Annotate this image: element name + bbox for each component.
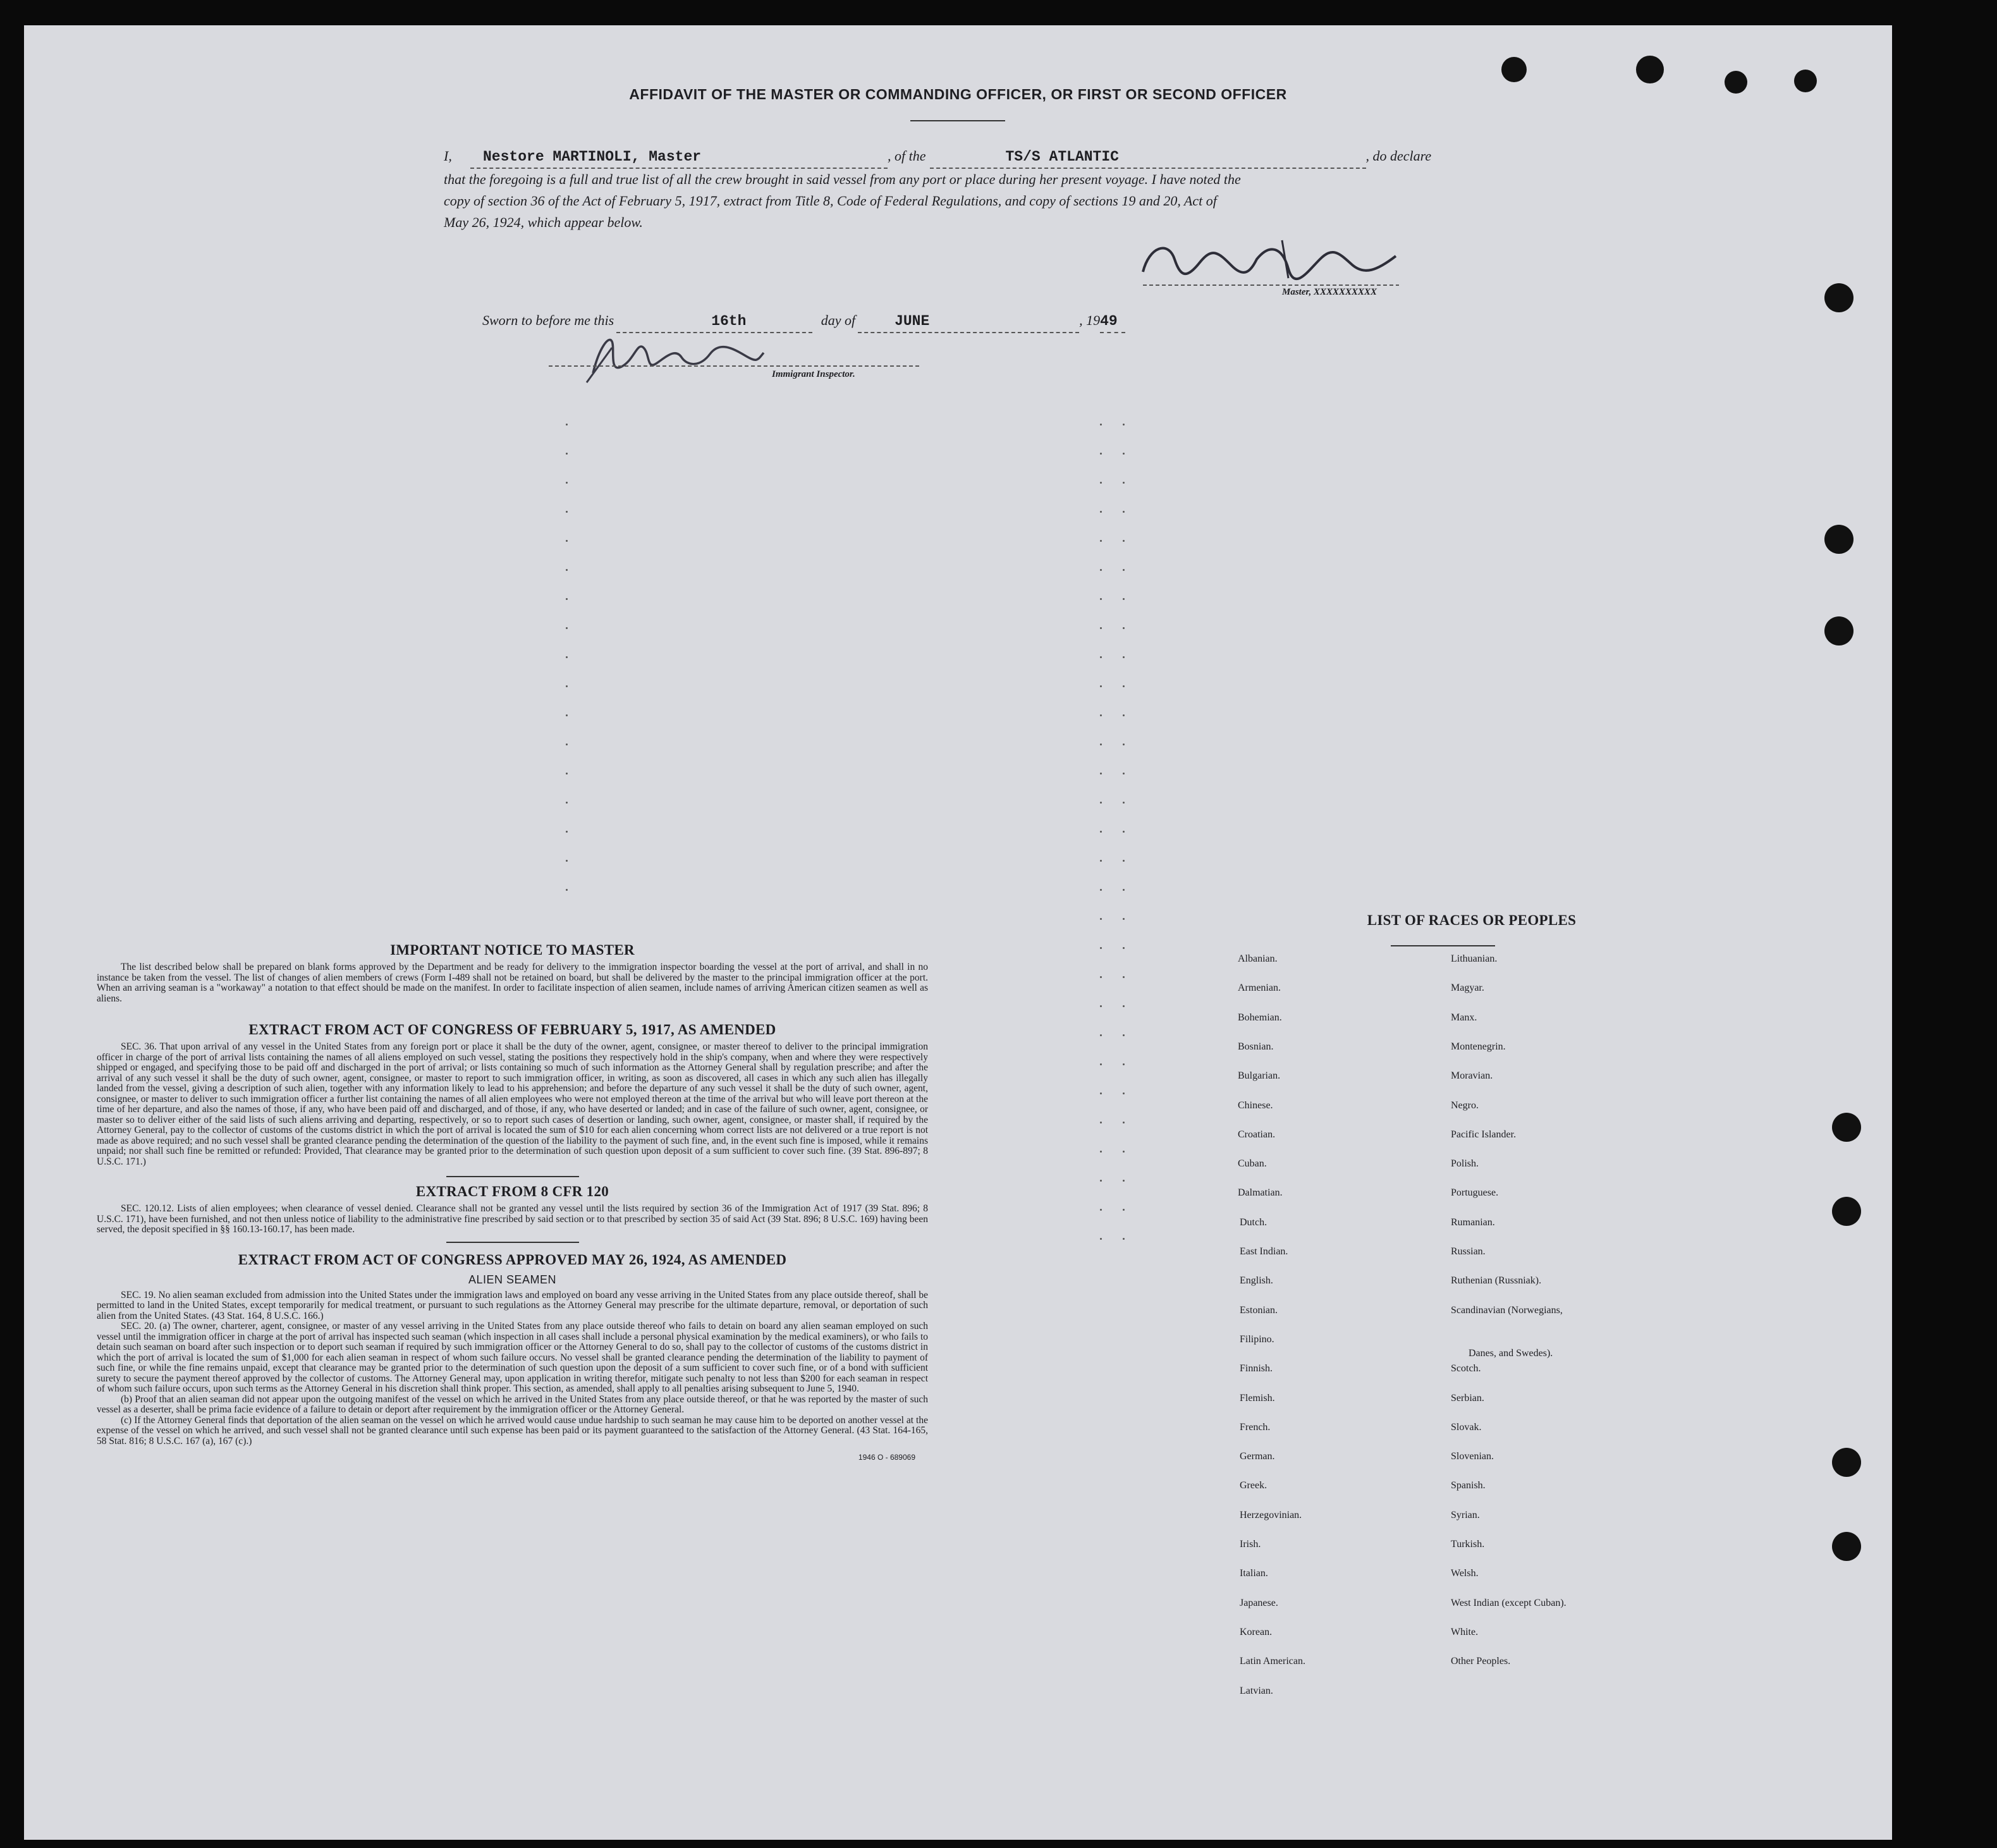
race-item: West Indian (except Cuban).: [1451, 1597, 1566, 1608]
column-dot: [566, 424, 568, 425]
column-dot: [1100, 1209, 1102, 1211]
punch-hole: [1501, 57, 1527, 82]
race-item: Filipino.: [1240, 1333, 1274, 1345]
race-item: Korean.: [1240, 1626, 1273, 1637]
race-item: Dalmatian.: [1238, 1187, 1283, 1199]
race-item: Rumanian.: [1451, 1216, 1495, 1228]
race-item: Other Peoples.: [1451, 1656, 1511, 1667]
race-item: Scandinavian (Norwegians,: [1451, 1304, 1563, 1316]
column-dot: [1100, 685, 1102, 687]
column-dot: [1100, 947, 1102, 949]
column-dot: [1100, 918, 1102, 920]
declaration-line-2: copy of section 36 of the Act of February 5, 1917, extract from Title 8, Code of Federal Regulations, and copy of sections 19 and 20, Act of: [444, 193, 1217, 209]
section-divider: [446, 1176, 579, 1177]
column-dot: [1123, 1209, 1125, 1211]
column-dot: [566, 656, 568, 658]
column-dot: [1123, 482, 1125, 484]
column-dot: [1100, 1092, 1102, 1094]
race-item: Herzegovinian.: [1240, 1509, 1302, 1521]
column-dot: [1123, 1238, 1125, 1240]
column-dot: [566, 569, 568, 571]
declaration-block: [444, 145, 1506, 233]
column-dot: [1123, 453, 1125, 455]
column-dot: [1123, 656, 1125, 658]
column-dot: [1123, 569, 1125, 571]
column-dot: [1100, 743, 1102, 745]
declaration-line-3: May 26, 1924, which appear below.: [444, 214, 643, 230]
race-item: Portuguese.: [1451, 1187, 1499, 1199]
inspector-caption: Immigrant Inspector.: [772, 369, 855, 379]
race-item: Albanian.: [1238, 953, 1278, 964]
column-dot: [1123, 918, 1125, 920]
race-item: Bulgarian.: [1238, 1070, 1281, 1082]
column-dot: [566, 889, 568, 891]
race-item: Greek.: [1240, 1480, 1267, 1491]
vessel-name: TS/S ATLANTIC: [930, 146, 1366, 169]
punch-hole: [1824, 283, 1853, 312]
race-item: Armenian.: [1238, 982, 1281, 994]
column-dot: [1100, 1063, 1102, 1065]
punch-hole: [1832, 1113, 1861, 1142]
race-item: Irish.: [1240, 1539, 1261, 1550]
do-declare-label: , do declare: [1365, 148, 1432, 164]
race-item: Syrian.: [1451, 1509, 1480, 1521]
column-dot: [1123, 773, 1125, 774]
column-dot: [1100, 831, 1102, 833]
title-divider: [910, 120, 1005, 121]
column-dot: [1123, 1063, 1125, 1065]
punch-hole: [1832, 1532, 1861, 1561]
column-dot: [1100, 976, 1102, 978]
column-dot: [1100, 540, 1102, 542]
extract-1917-text: SEC. 36. That upon arrival of any vessel in the United States from any foreign port or place it shall be the duty of the owner, agent, consignee, or master thereof to deliver to the principal immigration officer in charge of the port of arrival lists containing the names of all aliens employed on such vessel, stating the positions they respectively hold in the ship's company, when and where they were respectively shipped or engaged, and specifying those to be paid off and discharged in the port of arrival; or lists containing so much of such information as the Attorney General shall by regulation prescribe; and after the arrival of any such vessel it shall be the duty of such owner, agent, consignee, or master to report to such immigration officer, in writing, as soon as discovered, all cases in which any such alien has illegally landed from the vessel, giving a description of such alien, together with any information likely to lead to his apprehension; and before the departure of any such vessel it shall be the duty of such owner, agent, consignee, or master to deliver to such immigration officer a further list containing the names of all alien employees who were not employed thereon at the time of the arrival but who will leave port thereon at the time of her departure, and also the names of those, if any, who have been paid off and discharged, and of those, if any, who have deserted or landed; and in case of the failure of such owner, agent, consignee, or master so to deliver either of the said lists of such aliens arriving and departing, respectively, or so to report such cases of desertion or landing, such owner, agent, consignee, or master shall, if required by the Attorney General, pay to the collector of customs of the customs district in which the port of arrival is located the sum of $10 for each alien concerning whom correct lists are not delivered or a true report is not made as above required; and no such vessel shall be granted clearance pending the determination of the question of the liability to the payment of such fine, and, in the event such fine is imposed, while it remains unpaid; nor shall such fine be remitted or refunded: Provided, That clearance may be granted prior to the determination of such question upon deposit of a sum sufficient to cover such fine. (39 Stat. 896-897; 8 U.S.C. 171.): [97, 1041, 928, 1167]
day-of-label: day of: [821, 312, 856, 328]
column-dot: [1123, 424, 1125, 425]
column-dot: [1123, 860, 1125, 862]
column-dot: [1100, 860, 1102, 862]
inspector-signature-line: [549, 365, 922, 367]
sec-20c-text: (c) If the Attorney General finds that deportation of the alien seaman on the vessel on which he arrived would cause undue hardship to such seaman he may cause him to be deported on another vessel at the expense of the vessel on which he arrived, and such vessel shall not be granted clearance until such expense has been paid or its payment guaranteed to the satisfaction of the Attorney General. (43 Stat. 164-165, 58 Stat. 816; 8 U.S.C. 167 (a), 167 (c).): [97, 1414, 928, 1447]
column-dot: [1100, 773, 1102, 774]
section-divider: [446, 1242, 579, 1243]
column-dot: [1100, 1238, 1102, 1240]
column-dot: [1123, 714, 1125, 716]
column-dot: [1123, 1005, 1125, 1007]
year-prefix: , 19: [1079, 312, 1101, 328]
race-item: Latin American.: [1240, 1656, 1305, 1667]
column-dot: [1123, 598, 1125, 600]
column-dot: [566, 743, 568, 745]
race-item: German.: [1240, 1451, 1275, 1462]
race-item: Latvian.: [1240, 1685, 1273, 1696]
race-item: Danes, and Swedes).: [1469, 1347, 1553, 1359]
column-dot: [1123, 1122, 1125, 1123]
extract-cfr-text: SEC. 120.12. Lists of alien employees; when clearance of vessel denied. Clearance shall not be granted any vessel until the lists required by section 36 of the Immigration Act of 1917 (39 Stat. 896; 8 U.S.C. 171), have been furnished, and not then unless notice of liability to the administrative fine prescribed by said section or to that prescribed by section 35 of said Act (39 Stat. 896; 8 U.S.C. 169) having been served, the deposit specified in §§ 160.13-160.17, has been made.: [97, 1203, 928, 1235]
race-item: Slovenian.: [1451, 1451, 1494, 1462]
column-dot: [1100, 1122, 1102, 1123]
race-item: Japanese.: [1240, 1597, 1278, 1608]
sworn-day: 16th: [616, 310, 812, 333]
notice-section: [97, 942, 928, 1462]
print-code: 1946 O - 689069: [858, 1453, 915, 1462]
master-signature: [1130, 234, 1408, 291]
column-dot: [1123, 627, 1125, 629]
race-item: French.: [1240, 1421, 1271, 1433]
column-dot: [1123, 947, 1125, 949]
punch-hole: [1636, 56, 1664, 83]
column-dot: [1123, 1034, 1125, 1036]
column-dot: [1123, 685, 1125, 687]
sec-20a-text: SEC. 20. (a) The owner, charterer, agent, consignee, or master of any vessel arriving in the United States from any place outside thereof who fails to detain on board any alien seaman employed on such vessel until the immigration officer in charge at the port of arrival has inspected such seaman (which inspection in all cases shall include a personal physical examination by the medical examiners), or who fails to detain such seaman on board after such inspection or to deport such seaman if required by such immigration officer or the Attorney General to do so, shall pay to the collector of customs of the customs district in which the port of arrival is located the sum of $1,000 for each alien seaman in respect of whom such failure occurs. No vessel shall be granted clearance pending the determination of the liability to payment of such fine, or while the fine remains unpaid, except that clearance may be granted prior to the determination of such question upon the deposit of a sum sufficient to cover such fine, or of a bond with sufficient surety to secure the payment thereof approved by the collector of customs. The Attorney General may, upon application in writing therefor, mitigate such penalty to not less than $200 for each seaman in respect of whom such failure occurs, upon such terms as the Attorney General in his discretion shall think proper. This section, as amended, shall apply to all penalties arising subsequent to June 5, 1940.: [97, 1321, 928, 1394]
race-item: Italian.: [1240, 1568, 1268, 1579]
punch-hole: [1832, 1448, 1861, 1477]
race-item: East Indian.: [1240, 1246, 1288, 1257]
master-caption: Master, XXXXXXXXXX: [1282, 287, 1377, 297]
document-page: [24, 25, 1892, 1840]
column-dot: [1123, 1180, 1125, 1182]
column-dot: [566, 540, 568, 542]
column-dot: [1100, 453, 1102, 455]
column-dot: [1123, 540, 1125, 542]
column-dot: [566, 627, 568, 629]
column-dot: [1100, 1151, 1102, 1153]
column-dot: [1100, 1034, 1102, 1036]
race-item: Dutch.: [1240, 1216, 1267, 1228]
column-dot: [1123, 1092, 1125, 1094]
race-item: Cuban.: [1238, 1158, 1267, 1170]
declaration-line-1: that the foregoing is a full and true list of all the crew brought in said vessel from any port or place during her present voyage. I have noted the: [444, 171, 1241, 187]
column-dot: [566, 860, 568, 862]
race-item: Pacific Islander.: [1451, 1129, 1517, 1140]
column-dot: [566, 511, 568, 513]
alien-seamen-subtitle: ALIEN SEAMEN: [468, 1273, 557, 1286]
affidavit-title: AFFIDAVIT OF THE MASTER OR COMMANDING OFFICER, OR FIRST OR SECOND OFFICER: [629, 86, 1287, 102]
race-item: Serbian.: [1451, 1392, 1484, 1404]
column-dot: [1100, 1180, 1102, 1182]
column-dot: [1123, 743, 1125, 745]
column-dot: [566, 482, 568, 484]
extract-1917-title: EXTRACT FROM ACT OF CONGRESS OF FEBRUARY 5, 1917, AS AMENDED: [248, 1022, 776, 1037]
punch-hole: [1824, 525, 1853, 554]
column-dot: [566, 773, 568, 774]
column-dot: [1100, 598, 1102, 600]
column-dot: [1100, 424, 1102, 425]
column-dot: [566, 831, 568, 833]
race-item: Montenegrin.: [1451, 1041, 1506, 1052]
race-item: Polish.: [1451, 1158, 1479, 1170]
column-dot: [566, 802, 568, 804]
column-dot: [1100, 802, 1102, 804]
column-dot: [1100, 569, 1102, 571]
sworn-label: Sworn to before me this: [482, 312, 614, 328]
races-divider: [1391, 945, 1495, 946]
race-item: Bosnian.: [1238, 1041, 1274, 1052]
column-dot: [1100, 889, 1102, 891]
column-dot: [1100, 656, 1102, 658]
column-dot: [1100, 714, 1102, 716]
inspector-signature: [574, 329, 776, 386]
races-title: LIST OF RACES OR PEOPLES: [1367, 912, 1577, 928]
notice-title: IMPORTANT NOTICE TO MASTER: [390, 942, 635, 958]
race-item: White.: [1451, 1626, 1479, 1637]
column-dot: [1100, 627, 1102, 629]
race-item: Flemish.: [1240, 1392, 1275, 1404]
race-item: Welsh.: [1451, 1568, 1479, 1579]
race-item: Manx.: [1451, 1012, 1477, 1023]
race-item: Bohemian.: [1238, 1012, 1282, 1023]
punch-hole: [1824, 616, 1853, 646]
column-dot: [566, 598, 568, 600]
race-item: Scotch.: [1451, 1363, 1481, 1374]
column-dot: [1123, 976, 1125, 978]
of-the-label: , of the: [888, 148, 926, 164]
sec-19-text: SEC. 19. No alien seaman excluded from admission into the United States under the immigration laws and employed on board any vesse arriving in the United States from any place outside thereof, shall be permitted to land in the United States, except temporarily for medical treatment, or pursuant to such regulations as the Attorney General may prescribe for the ultimate departure, removal, or deportation of such alien from the United States. (43 Stat. 164, 8 U.S.C. 166.): [97, 1289, 928, 1321]
column-dot: [1123, 831, 1125, 833]
master-signature-line: [1143, 285, 1399, 286]
race-item: Spanish.: [1451, 1480, 1486, 1491]
column-dot: [1100, 482, 1102, 484]
race-item: Ruthenian (Russniak).: [1451, 1275, 1542, 1287]
column-dot: [1123, 511, 1125, 513]
column-dot: [1123, 802, 1125, 804]
race-item: Estonian.: [1240, 1304, 1278, 1316]
race-item: Turkish.: [1451, 1539, 1485, 1550]
sworn-year: 49: [1100, 310, 1125, 333]
extract-cfr-title: EXTRACT FROM 8 CFR 120: [415, 1184, 609, 1199]
race-item: Chinese.: [1238, 1099, 1273, 1111]
race-item: Russian.: [1451, 1246, 1486, 1257]
extract-1924-title: EXTRACT FROM ACT OF CONGRESS APPROVED MAY 26, 1924, AS AMENDED: [238, 1251, 787, 1268]
race-item: Slovak.: [1451, 1421, 1482, 1433]
column-dot: [1100, 511, 1102, 513]
race-item: Lithuanian.: [1451, 953, 1498, 964]
race-item: Negro.: [1451, 1099, 1479, 1111]
sworn-month: JUNE: [858, 310, 1079, 333]
column-dot: [566, 453, 568, 455]
race-item: Croatian.: [1238, 1129, 1276, 1140]
race-item: Moravian.: [1451, 1070, 1493, 1082]
race-item: English.: [1240, 1275, 1273, 1287]
column-dot: [566, 685, 568, 687]
race-item: Finnish.: [1240, 1363, 1273, 1374]
column-dot: [1123, 889, 1125, 891]
column-dot: [1100, 1005, 1102, 1007]
declaration-i: I,: [444, 148, 452, 164]
master-name: Nestore MARTINOLI, Master: [470, 146, 888, 169]
notice-text: The list described below shall be prepared on blank forms approved by the Department and be ready for delivery to the immigration inspector boarding the vessel at the port of arrival, and shall in no instance be taken from the vessel. The list of changes of alien members of crews (Form I-489 shall not be retained on board, but shall be delivered by the master to the principal immigration officer at the port. When an arriving seaman is a "workaway" a notation to that effect should be made on the manifest. In order to facilitate inspection of alien seamen, include names of arriving American citizen seamen as well as aliens.: [97, 962, 928, 1004]
sec-20b-text: (b) Proof that an alien seaman did not appear upon the outgoing manifest of the vessel on which he arrived in the United States from any place outside thereof, or that he was reported by the master of such vessel as a deserter, shall be prima facie evidence of a failure to detain or deport after requirement by the immigration officer or the Attorney General.: [97, 1393, 928, 1415]
punch-hole: [1832, 1197, 1861, 1226]
column-dot: [1123, 1151, 1125, 1153]
race-item: Magyar.: [1451, 982, 1484, 994]
column-dot: [566, 714, 568, 716]
